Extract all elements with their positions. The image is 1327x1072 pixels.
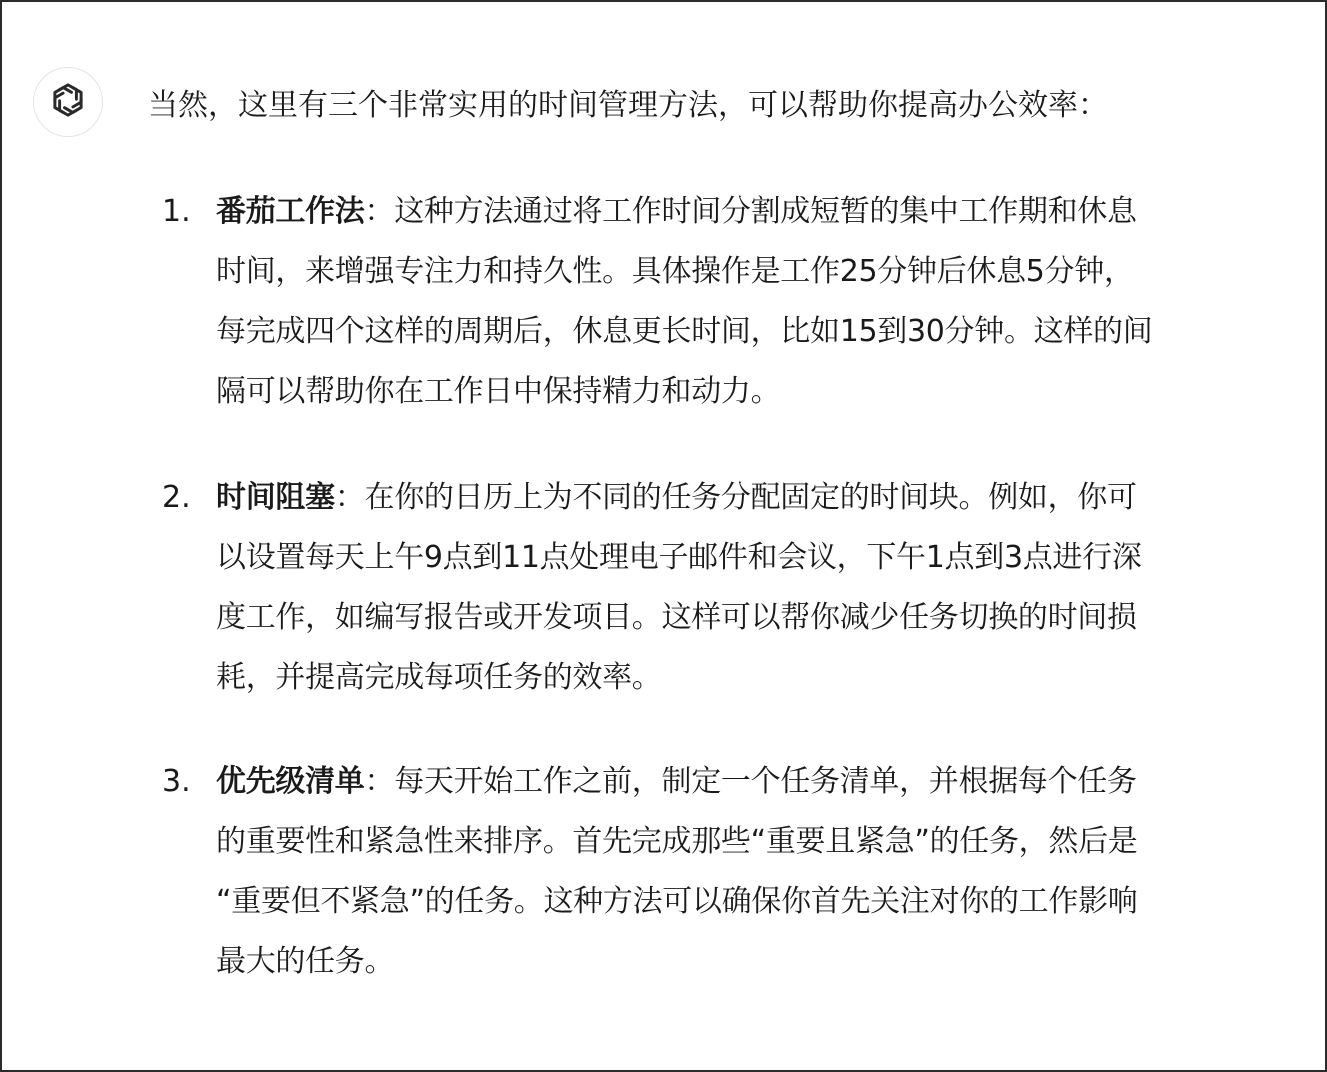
list-item-text: 隔可以帮助你在工作日中保持精力和动力。 xyxy=(216,374,781,409)
list-item-number: 1. xyxy=(162,194,191,229)
list-item-text: 每完成四个这样的周期后，休息更长时间，比如15到30分钟。这样的间 xyxy=(216,314,1153,349)
list-item-text: 度工作，如编写报告或开发项目。这样可以帮你减少任务切换的时间损 xyxy=(216,600,1137,635)
list-item-first-line xyxy=(216,752,1296,812)
list-item-body xyxy=(216,752,1296,992)
list-item-number: 2. xyxy=(162,480,191,515)
list-item-text: 以设置每天上午9点到11点处理电子邮件和会议，下午1点到3点进行深 xyxy=(216,540,1142,575)
list-item-text: “重要但不紧急”的任务。这种方法可以确保你首先关注对你的工作影响 xyxy=(216,884,1138,919)
list-item-body xyxy=(216,182,1296,422)
list-item-number: 3. xyxy=(162,764,191,799)
list-item-text: ：这种方法通过将工作时间分割成短暂的集中工作期和休息 xyxy=(364,194,1137,229)
list-item-text: 时间，来增强专注力和持久性。具体操作是工作25分钟后休息5分钟， xyxy=(216,254,1134,289)
list-item-title: 时间阻塞 xyxy=(216,480,335,515)
list-item-title: 番茄工作法 xyxy=(216,194,365,229)
list-item-text: ：每天开始工作之前，制定一个任务清单，并根据每个任务 xyxy=(364,764,1137,799)
list-item-body xyxy=(216,468,1296,708)
intro-text: 当然，这里有三个非常实用的时间管理方法，可以帮助你提高办公效率： xyxy=(148,88,1108,123)
list-item-text: ：在你的日历上为不同的任务分配固定的时间块。例如，你可 xyxy=(334,480,1137,515)
list-item-text: 耗，并提高完成每项任务的效率。 xyxy=(216,660,662,695)
assistant-avatar xyxy=(33,67,103,137)
list-item-first-line xyxy=(216,182,1296,242)
list-item-title: 优先级清单 xyxy=(216,764,365,799)
openai-logo-icon xyxy=(47,79,89,125)
list-item-text: 的重要性和紧急性来排序。首先完成那些“重要且紧急”的任务，然后是 xyxy=(216,824,1138,859)
list-item-first-line xyxy=(216,468,1296,528)
list-item-text: 最大的任务。 xyxy=(216,944,395,979)
